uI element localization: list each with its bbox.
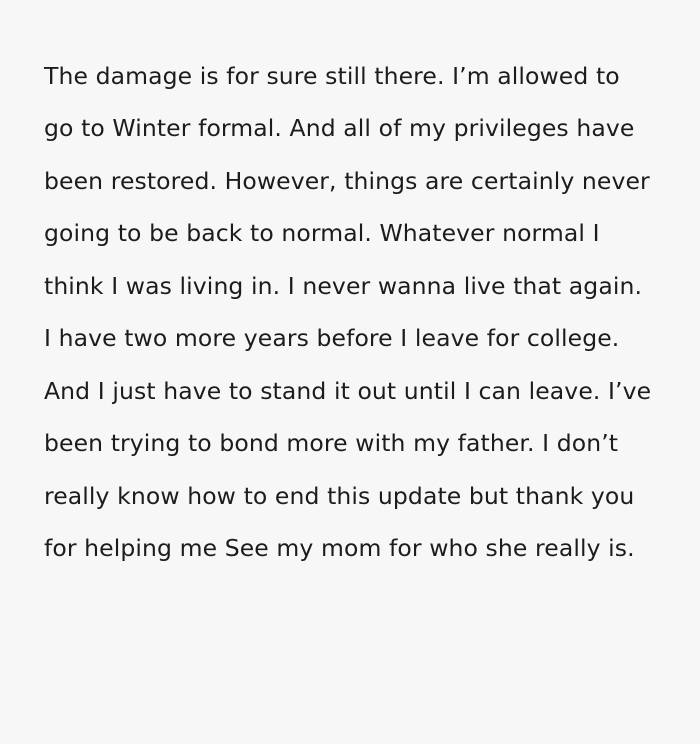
story-text-paragraph: The damage is for sure still there. I’m allowed to go to Winter formal. And all of my privileges have been restored. However, things are certainly never going to be back to normal. Whatever normal I think I was living in. I never wanna live that again. I have two more years before I leave for college. And I just have to stand it out until I can leave. I’ve been trying to bond more with my father. I don’t really know how to end this update but thank you for helping me See my mom for who she really is. bbox=[44, 61, 659, 562]
